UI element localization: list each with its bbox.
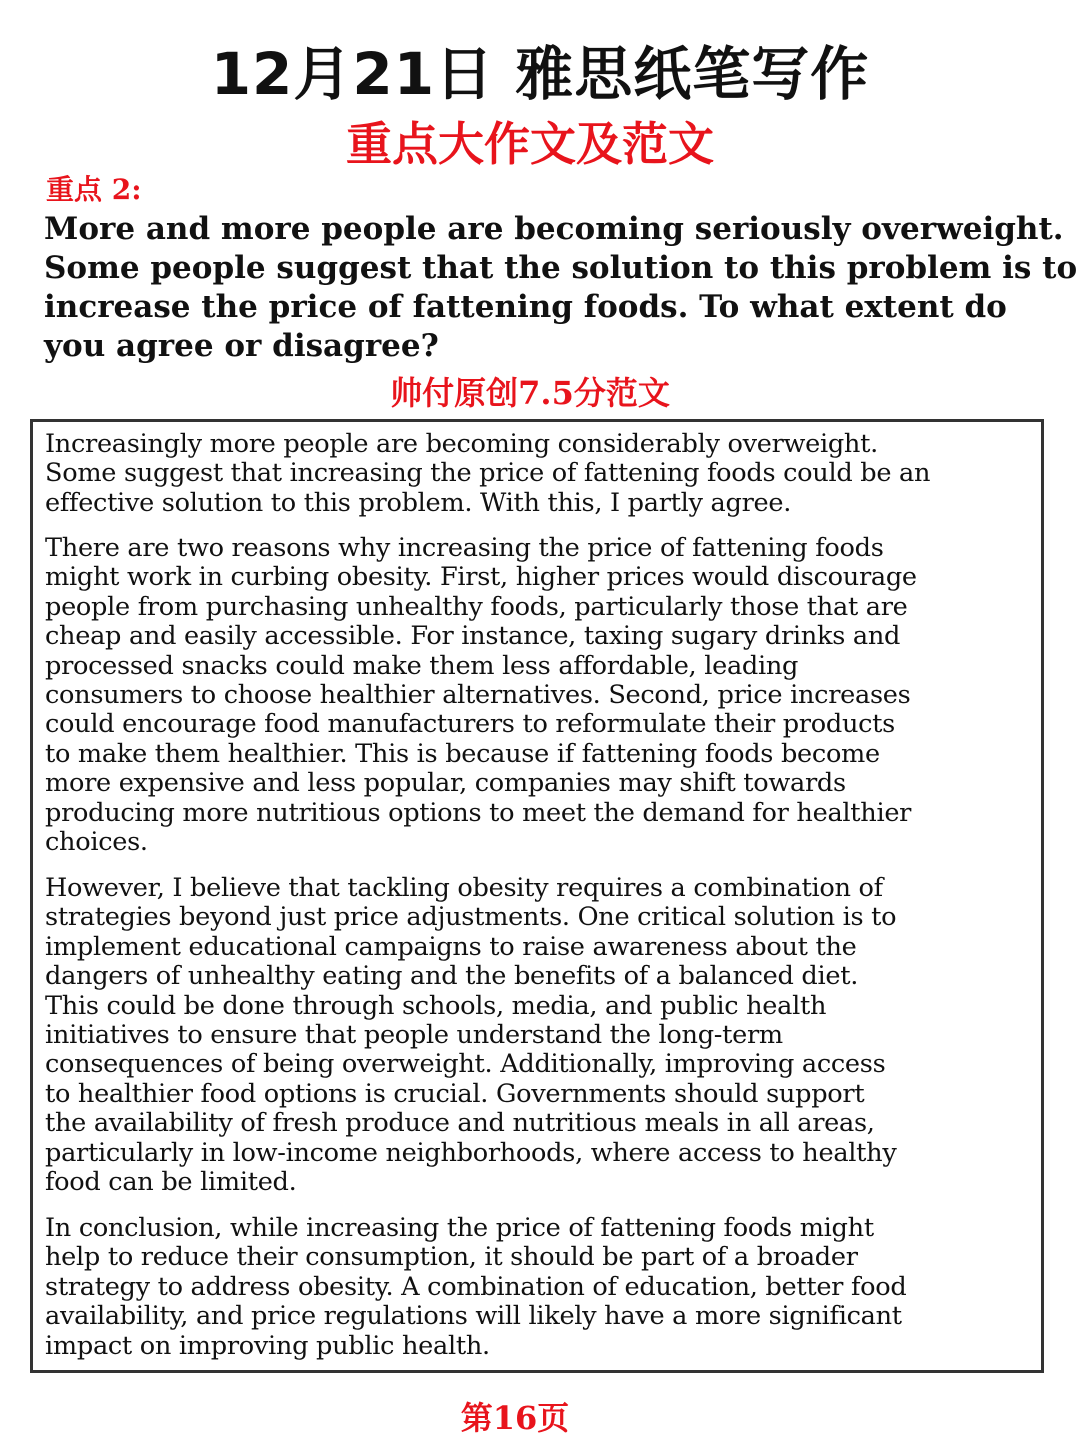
essay-prompt xyxy=(44,210,1078,366)
essay-line: dangers of unhealthy eating and the benefits of a balanced diet. xyxy=(45,961,859,992)
essay-line: producing more nutritious options to meet the demand for healthier xyxy=(45,797,912,828)
essay-line: consequences of being overweight. Additionally, improving access xyxy=(45,1049,886,1080)
essay-line: consumers to choose healthier alternatives. Second, price increases xyxy=(45,680,911,711)
essay-line: food can be limited. xyxy=(45,1167,297,1198)
essay-line: This could be done through schools, media, and public health xyxy=(45,990,827,1021)
essay-line: There are two reasons why increasing the price of fattening foods xyxy=(45,533,884,563)
essay-box xyxy=(30,419,1044,1373)
prompt-line: More and more people are becoming seriously overweight. xyxy=(44,211,1064,247)
essay-line: availability, and price regulations will likely have a more significant xyxy=(45,1301,902,1332)
essay-line: help to reduce their consumption, it should be part of a broader xyxy=(45,1242,858,1273)
essay-paragraph-body-2 xyxy=(45,874,1031,1197)
essay-line: people from purchasing unhealthy foods, particularly those that are xyxy=(45,591,908,622)
page-title: 12月21日 雅思纸笔写作 xyxy=(210,40,870,108)
essay-line: the availability of fresh produce and nutritious meals in all areas, xyxy=(45,1108,875,1139)
essay-line: to make them healthier. This is because if fattening foods become xyxy=(45,738,880,769)
prompt-line: you agree or disagree? xyxy=(44,328,439,364)
sample-essay-label: 帅付原创7.5分范文 xyxy=(390,374,670,412)
essay-line: Some suggest that increasing the price of fattening foods could be an xyxy=(45,458,931,489)
essay-line: initiatives to ensure that people understand the long-term xyxy=(45,1020,783,1051)
essay-line: more expensive and less popular, companies may shift towards xyxy=(45,768,846,799)
prompt-label: 重点 2: xyxy=(46,173,142,206)
essay-line: choices. xyxy=(45,827,148,858)
essay-paragraph-intro xyxy=(45,430,1031,518)
essay-line: strategies beyond just price adjustments. One critical solution is to xyxy=(45,902,897,933)
essay-line: particularly in low-income neighborhoods, where access to healthy xyxy=(45,1137,897,1168)
page-number: 第16页 xyxy=(460,1399,570,1437)
essay-line: effective solution to this problem. With this, I partly agree. xyxy=(45,487,792,518)
essay-line: However, I believe that tackling obesity requires a combination of xyxy=(45,873,883,903)
essay-line: impact on improving public health. xyxy=(45,1330,490,1361)
essay-line: implement educational campaigns to raise awareness about the xyxy=(45,931,857,962)
essay-line: processed snacks could make them less affordable, leading xyxy=(45,650,799,681)
essay-paragraph-body-1 xyxy=(45,534,1031,857)
page-subtitle: 重点大作文及范文 xyxy=(346,117,714,171)
essay-line: In conclusion, while increasing the price of fattening foods might xyxy=(45,1213,874,1243)
essay-line: strategy to address obesity. A combination of education, better food xyxy=(45,1271,907,1302)
prompt-line: Some people suggest that the solution to this problem is to xyxy=(44,250,1078,286)
prompt-line: increase the price of fattening foods. To what extent do xyxy=(44,289,1007,325)
essay-line: Increasingly more people are becoming considerably overweight. xyxy=(45,429,878,459)
essay-line: might work in curbing obesity. First, higher prices would discourage xyxy=(45,562,917,593)
essay-line: could encourage food manufacturers to reformulate their products xyxy=(45,709,895,740)
essay-line: cheap and easily accessible. For instance, taxing sugary drinks and xyxy=(45,621,901,652)
essay-paragraph-conclusion xyxy=(45,1214,1031,1361)
essay-line: to healthier food options is crucial. Governments should support xyxy=(45,1078,865,1109)
